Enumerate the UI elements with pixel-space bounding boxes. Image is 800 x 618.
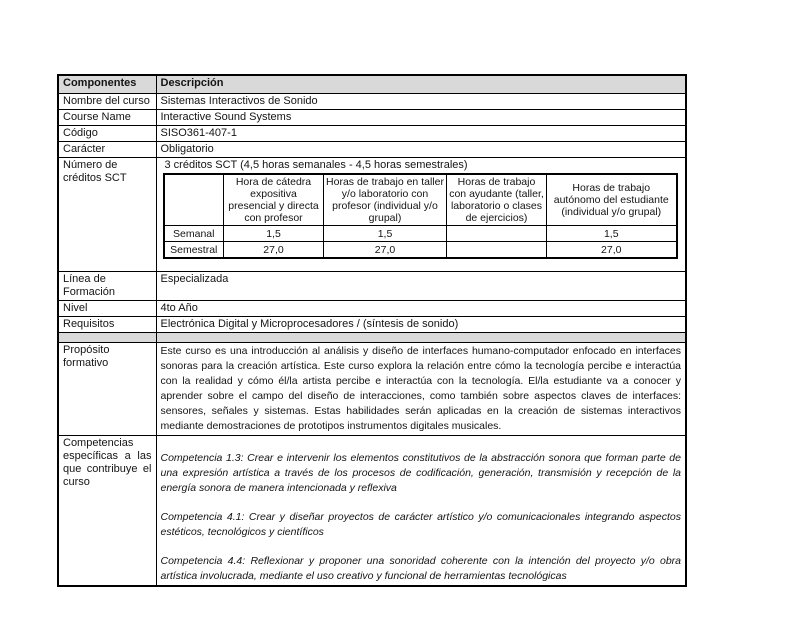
row-value-course-name: Interactive Sound Systems: [156, 110, 686, 126]
row-value-linea-formacion: Especializada: [156, 272, 686, 301]
course-info-table: [57, 74, 687, 587]
credit-hours-table: [163, 173, 678, 259]
sched-header-catedra: Hora de cátedra expositiva presencial y directa con profesor: [224, 174, 324, 226]
sched-header-autonomo: Horas de trabajo autónomo del estudiante (individual y/o grupal): [547, 174, 677, 226]
table-row: [58, 94, 686, 110]
row-value-nivel: 4to Año: [156, 301, 686, 317]
credits-description-cell: [156, 158, 686, 272]
credit-hours-header-row: [164, 174, 677, 226]
sched-semanal-catedra: 1,5: [224, 226, 324, 242]
table-row: [58, 142, 686, 158]
table-row: [58, 110, 686, 126]
proposito-row: [58, 343, 686, 436]
sched-semanal-ayudante: [447, 226, 547, 242]
separator-cell-left: [58, 333, 156, 343]
row-label-nivel: Nivel: [58, 301, 156, 317]
row-label-proposito: Propósito formativo: [58, 343, 156, 436]
credits-row: [58, 158, 686, 272]
competencia-4-1: Competencia 4.1: Crear y diseñar proyectos de carácter artístico y/o comunicacionales integrando aspectos estéticos, tecnológicos y científicos: [160, 511, 681, 538]
row-label-requisitos: Requisitos: [58, 317, 156, 333]
sched-semestral-autonomo: 27,0: [547, 242, 677, 259]
row-label-nombre-del-curso: Nombre del curso: [58, 94, 156, 110]
competencia-1-3: Competencia 1.3: Crear e intervenir los elementos constitutivos de la abstracción sonora que forman parte de una expresión artística a través de los procesos de codificación, generación, transmisión y recepción de la energía sonora de manera intencionada y reflexiva: [160, 452, 681, 494]
row-label-caracter: Carácter: [58, 142, 156, 158]
row-value-caracter: Obligatorio: [156, 142, 686, 158]
row-label-codigo: Código: [58, 126, 156, 142]
row-label-competencias: Competencias específicas a las que contribuye el curso: [58, 436, 156, 587]
sched-semestral-taller: 27,0: [324, 242, 447, 259]
header-components: Componentes: [58, 75, 156, 94]
table-header-row: [58, 75, 686, 94]
row-value-codigo: SISO361-407-1: [156, 126, 686, 142]
separator-row: [58, 333, 686, 343]
sched-semestral-ayudante: [447, 242, 547, 259]
header-description: Descripción: [156, 75, 686, 94]
sched-semanal-autonomo: 1,5: [547, 226, 677, 242]
sched-header-ayudante: Horas de trabajo con ayudante (taller, laboratorio o clases de ejercicios): [447, 174, 547, 226]
table-row: [58, 126, 686, 142]
row-label-course-name: Course Name: [58, 110, 156, 126]
table-row: [58, 317, 686, 333]
proposito-cell: [156, 343, 686, 436]
sched-label-semanal: Semanal: [164, 226, 224, 242]
competencia-4-4: Competencia 4.4: Reflexionar y proponer una sonoridad coherente con la intención del proyecto y/o obra artística involucrada, mediante el uso creativo y funcional de herramientas tecnológicas: [160, 555, 681, 582]
sched-semanal-taller: 1,5: [324, 226, 447, 242]
row-label-linea-formacion: Línea de Formación: [58, 272, 156, 301]
table-row: [58, 272, 686, 301]
row-value-requisitos: Electrónica Digital y Microprocesadores / (síntesis de sonido): [156, 317, 686, 333]
sched-row-semanal: [164, 226, 677, 242]
competencias-row: [58, 436, 686, 587]
table-row: [58, 301, 686, 317]
proposito-text: Este curso es una introducción al análisis y diseño de interfaces humano-computador enfocado en interfaces sonoras para la creación artística. Este curso explora la relación entre cómo la tecnología percibe e interactúa con la realidad y cómo él/la artista percibe e interactúa con la tecnología. El/la estudiante va a conocer y aprender sobre el campo del diseño de interacciones, como también sobre aspectos claves de interfaces: sensores, señales y sistemas. Estas habilidades serán aplicadas en la creación de sistemas interactivos mediante demostraciones de prototipos instrumentos digitales musicales.: [160, 345, 681, 432]
sched-header-taller: Horas de trabajo en taller y/o laboratorio con profesor (individual y/o grupal): [324, 174, 447, 226]
row-label-numero-creditos: Número de créditos SCT: [58, 158, 156, 272]
separator-cell-right: [156, 333, 686, 343]
sched-semestral-catedra: 27,0: [224, 242, 324, 259]
sched-corner-cell: [164, 174, 224, 226]
row-value-nombre-del-curso: Sistemas Interactivos de Sonido: [156, 94, 686, 110]
sched-label-semestral: Semestral: [164, 242, 224, 259]
sched-row-semestral: [164, 242, 677, 259]
credits-summary: 3 créditos SCT (4,5 horas semanales - 4,5 horas semestrales): [164, 159, 468, 171]
competencias-cell: [156, 436, 686, 587]
